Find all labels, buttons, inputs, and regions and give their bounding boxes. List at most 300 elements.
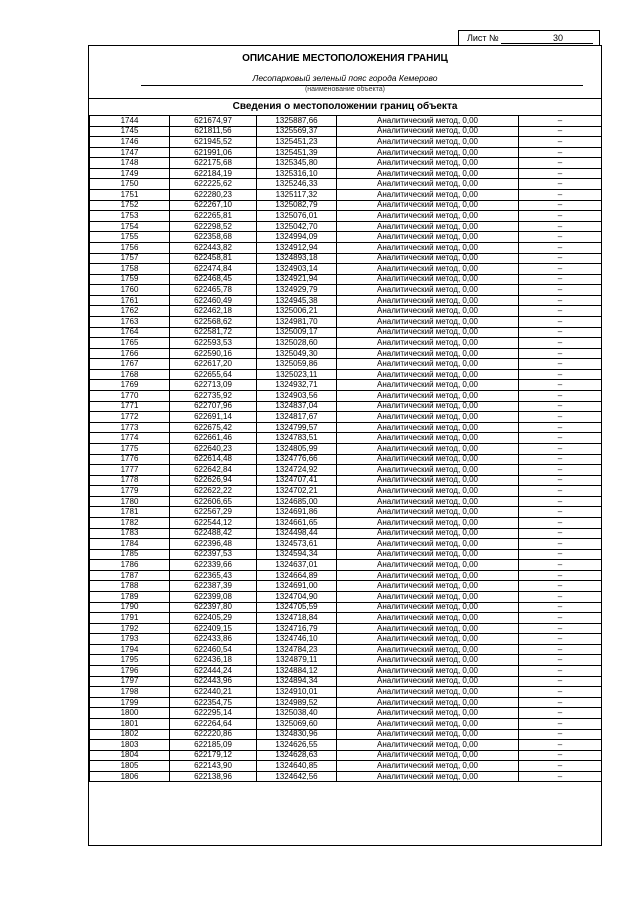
method-cell: Аналитический метод, 0,00 [337,761,519,772]
table-row [90,306,602,317]
method-cell: Аналитический метод, 0,00 [337,433,519,444]
description-cell: – [519,613,602,624]
object-name: Лесопарковый зеленый пояс города Кемерово [252,73,438,83]
coord-y-cell: 1324776,66 [257,454,337,465]
coord-y-cell: 1324837,04 [257,401,337,412]
description-cell: – [519,211,602,222]
description-cell: – [519,761,602,772]
point-number-cell: 1794 [90,644,170,655]
coord-x-cell: 622735,92 [170,391,257,402]
point-number-cell: 1771 [90,401,170,412]
description-cell: – [519,465,602,476]
coord-x-cell: 622593,53 [170,338,257,349]
point-number-cell: 1756 [90,242,170,253]
method-cell: Аналитический метод, 0,00 [337,147,519,158]
coord-x-cell: 622399,08 [170,592,257,603]
table-row [90,168,602,179]
table-row [90,549,602,560]
coord-y-cell: 1324981,70 [257,316,337,327]
sheet-number: 30 [501,33,593,44]
header-divider [89,98,601,99]
point-number-cell: 1764 [90,327,170,338]
description-cell: – [519,676,602,687]
point-number-cell: 1761 [90,295,170,306]
method-cell: Аналитический метод, 0,00 [337,242,519,253]
point-number-cell: 1770 [90,391,170,402]
coord-y-cell: 1324929,79 [257,285,337,296]
coord-x-cell: 622440,21 [170,687,257,698]
point-number-cell: 1802 [90,729,170,740]
table-row [90,200,602,211]
coord-y-cell: 1325117,32 [257,190,337,201]
coord-y-cell: 1324893,18 [257,253,337,264]
description-cell: – [519,687,602,698]
coord-y-cell: 1324705,59 [257,602,337,613]
description-cell: – [519,486,602,497]
description-cell: – [519,242,602,253]
description-cell: – [519,285,602,296]
coord-x-cell: 622568,62 [170,316,257,327]
method-cell: Аналитический метод, 0,00 [337,560,519,571]
table-row [90,729,602,740]
table-row [90,592,602,603]
point-number-cell: 1773 [90,422,170,433]
point-number-cell: 1805 [90,761,170,772]
method-cell: Аналитический метод, 0,00 [337,158,519,169]
coord-y-cell: 1324498,44 [257,528,337,539]
section-title: Сведения о местоположении границ объекта [232,101,458,112]
point-number-cell: 1793 [90,634,170,645]
method-cell: Аналитический метод, 0,00 [337,613,519,624]
point-number-cell: 1782 [90,517,170,528]
point-number-cell: 1744 [90,116,170,127]
table-row [90,465,602,476]
coord-y-cell: 1324724,92 [257,465,337,476]
coord-y-cell: 1325009,17 [257,327,337,338]
coord-y-cell: 1324817,67 [257,412,337,423]
coord-y-cell: 1324637,01 [257,560,337,571]
coord-y-cell: 1324573,61 [257,539,337,550]
table-row [90,454,602,465]
table-row [90,602,602,613]
method-cell: Аналитический метод, 0,00 [337,517,519,528]
method-cell: Аналитический метод, 0,00 [337,581,519,592]
description-cell: – [519,771,602,782]
point-number-cell: 1795 [90,655,170,666]
description-cell: – [519,623,602,634]
description-cell: – [519,380,602,391]
table-row [90,253,602,264]
point-number-cell: 1786 [90,560,170,571]
coord-x-cell: 622617,20 [170,359,257,370]
point-number-cell: 1769 [90,380,170,391]
table-row [90,666,602,677]
description-cell: – [519,369,602,380]
method-cell: Аналитический метод, 0,00 [337,549,519,560]
table-row [90,570,602,581]
coord-y-cell: 1324945,38 [257,295,337,306]
description-cell: – [519,295,602,306]
description-cell: – [519,306,602,317]
method-cell: Аналитический метод, 0,00 [337,750,519,761]
method-cell: Аналитический метод, 0,00 [337,570,519,581]
table-row [90,655,602,666]
method-cell: Аналитический метод, 0,00 [337,740,519,751]
table-row [90,581,602,592]
coord-y-cell: 1324994,09 [257,232,337,243]
description-cell: – [519,338,602,349]
coord-y-cell: 1324879,11 [257,655,337,666]
coord-x-cell: 622220,86 [170,729,257,740]
coord-x-cell: 622713,09 [170,380,257,391]
method-cell: Аналитический метод, 0,00 [337,369,519,380]
coord-x-cell: 622267,10 [170,200,257,211]
method-cell: Аналитический метод, 0,00 [337,697,519,708]
point-number-cell: 1766 [90,348,170,359]
description-cell: – [519,740,602,751]
table-row [90,179,602,190]
coord-y-cell: 1325887,66 [257,116,337,127]
method-cell: Аналитический метод, 0,00 [337,507,519,518]
coord-y-cell: 1324784,23 [257,644,337,655]
coord-x-cell: 622433,86 [170,634,257,645]
point-number-cell: 1774 [90,433,170,444]
coord-x-cell: 622185,09 [170,740,257,751]
point-number-cell: 1804 [90,750,170,761]
description-cell: – [519,644,602,655]
table-row [90,623,602,634]
point-number-cell: 1750 [90,179,170,190]
method-cell: Аналитический метод, 0,00 [337,401,519,412]
sheet-number-box [458,30,600,45]
table-row [90,264,602,275]
method-cell: Аналитический метод, 0,00 [337,655,519,666]
point-number-cell: 1803 [90,740,170,751]
table-row [90,137,602,148]
coord-x-cell: 622225,62 [170,179,257,190]
coord-x-cell: 622397,80 [170,602,257,613]
coord-y-cell: 1324903,56 [257,391,337,402]
coord-x-cell: 622436,18 [170,655,257,666]
coord-x-cell: 622184,19 [170,168,257,179]
coord-x-cell: 622567,29 [170,507,257,518]
description-cell: – [519,232,602,243]
coord-y-cell: 1324702,21 [257,486,337,497]
coord-x-cell: 622544,12 [170,517,257,528]
coord-x-cell: 622298,52 [170,221,257,232]
point-number-cell: 1762 [90,306,170,317]
method-cell: Аналитический метод, 0,00 [337,179,519,190]
point-number-cell: 1765 [90,338,170,349]
method-cell: Аналитический метод, 0,00 [337,729,519,740]
coord-x-cell: 622581,72 [170,327,257,338]
coord-y-cell: 1324716,79 [257,623,337,634]
table-row [90,401,602,412]
table-row [90,718,602,729]
coord-x-cell: 622642,84 [170,465,257,476]
coord-y-cell: 1324685,00 [257,496,337,507]
coord-x-cell: 622626,94 [170,475,257,486]
description-cell: – [519,359,602,370]
coord-y-cell: 1324932,71 [257,380,337,391]
description-cell: – [519,147,602,158]
point-number-cell: 1768 [90,369,170,380]
table-row [90,126,602,137]
method-cell: Аналитический метод, 0,00 [337,221,519,232]
point-number-cell: 1751 [90,190,170,201]
description-cell: – [519,655,602,666]
coord-y-cell: 1325076,01 [257,211,337,222]
sheet-label: Лист № [467,33,499,43]
point-number-cell: 1758 [90,264,170,275]
description-cell: – [519,592,602,603]
coord-x-cell: 622265,81 [170,211,257,222]
description-cell: – [519,253,602,264]
method-cell: Аналитический метод, 0,00 [337,338,519,349]
table-row [90,190,602,201]
coordinates-table-wrap [89,115,601,782]
table-row [90,232,602,243]
table-row [90,539,602,550]
table-row [90,221,602,232]
coord-x-cell: 621991,06 [170,147,257,158]
description-cell: – [519,634,602,645]
description-cell: – [519,348,602,359]
coord-x-cell: 622606,65 [170,496,257,507]
point-number-cell: 1787 [90,570,170,581]
table-row [90,761,602,772]
table-row [90,507,602,518]
coord-y-cell: 1324805,99 [257,443,337,454]
method-cell: Аналитический метод, 0,00 [337,168,519,179]
description-cell: – [519,116,602,127]
method-cell: Аналитический метод, 0,00 [337,253,519,264]
description-cell: – [519,496,602,507]
coord-x-cell: 622691,14 [170,412,257,423]
coord-y-cell: 1325006,21 [257,306,337,317]
object-name-caption: (наименование объекта) [304,86,386,93]
coord-y-cell: 1325042,70 [257,221,337,232]
description-cell: – [519,454,602,465]
coord-y-cell: 1325451,23 [257,137,337,148]
method-cell: Аналитический метод, 0,00 [337,274,519,285]
table-row [90,708,602,719]
description-cell: – [519,274,602,285]
coord-x-cell: 622295,14 [170,708,257,719]
coord-y-cell: 1324594,34 [257,549,337,560]
description-cell: – [519,264,602,275]
description-cell: – [519,401,602,412]
coord-y-cell: 1325451,39 [257,147,337,158]
coord-x-cell: 622458,81 [170,253,257,264]
description-cell: – [519,517,602,528]
table-row [90,443,602,454]
method-cell: Аналитический метод, 0,00 [337,718,519,729]
description-cell: – [519,137,602,148]
point-number-cell: 1763 [90,316,170,327]
method-cell: Аналитический метод, 0,00 [337,443,519,454]
method-cell: Аналитический метод, 0,00 [337,359,519,370]
point-number-cell: 1745 [90,126,170,137]
coord-y-cell: 1325069,60 [257,718,337,729]
method-cell: Аналитический метод, 0,00 [337,475,519,486]
table-row [90,242,602,253]
point-number-cell: 1760 [90,285,170,296]
document-frame [88,45,602,846]
point-number-cell: 1790 [90,602,170,613]
table-row [90,528,602,539]
coord-x-cell: 622488,42 [170,528,257,539]
table-row [90,687,602,698]
table-row [90,274,602,285]
description-cell: – [519,443,602,454]
coord-x-cell: 622462,18 [170,306,257,317]
coord-x-cell: 621811,56 [170,126,257,137]
coord-y-cell: 1324830,96 [257,729,337,740]
method-cell: Аналитический метод, 0,00 [337,306,519,317]
table-row [90,316,602,327]
coord-y-cell: 1325569,37 [257,126,337,137]
description-cell: – [519,316,602,327]
coord-x-cell: 622175,68 [170,158,257,169]
point-number-cell: 1789 [90,592,170,603]
coord-y-cell: 1324626,55 [257,740,337,751]
point-number-cell: 1800 [90,708,170,719]
coord-y-cell: 1324921,94 [257,274,337,285]
description-cell: – [519,221,602,232]
method-cell: Аналитический метод, 0,00 [337,539,519,550]
method-cell: Аналитический метод, 0,00 [337,200,519,211]
method-cell: Аналитический метод, 0,00 [337,634,519,645]
coord-x-cell: 622264,64 [170,718,257,729]
coord-x-cell: 622405,29 [170,613,257,624]
description-cell: – [519,602,602,613]
description-cell: – [519,539,602,550]
table-row [90,486,602,497]
coord-x-cell: 622354,75 [170,697,257,708]
coord-y-cell: 1324691,00 [257,581,337,592]
coord-y-cell: 1324664,89 [257,570,337,581]
method-cell: Аналитический метод, 0,00 [337,264,519,275]
method-cell: Аналитический метод, 0,00 [337,295,519,306]
description-cell: – [519,391,602,402]
description-cell: – [519,412,602,423]
description-cell: – [519,168,602,179]
point-number-cell: 1752 [90,200,170,211]
coord-y-cell: 1324799,57 [257,422,337,433]
table-row [90,327,602,338]
table-row [90,391,602,402]
coord-x-cell: 622468,45 [170,274,257,285]
coord-y-cell: 1324903,14 [257,264,337,275]
coord-x-cell: 622460,54 [170,644,257,655]
table-row [90,496,602,507]
description-cell: – [519,433,602,444]
description-cell: – [519,327,602,338]
point-number-cell: 1785 [90,549,170,560]
coord-x-cell: 622358,68 [170,232,257,243]
point-number-cell: 1806 [90,771,170,782]
table-row [90,147,602,158]
point-number-cell: 1767 [90,359,170,370]
point-number-cell: 1781 [90,507,170,518]
method-cell: Аналитический метод, 0,00 [337,116,519,127]
coord-y-cell: 1324704,90 [257,592,337,603]
table-row [90,338,602,349]
method-cell: Аналитический метод, 0,00 [337,380,519,391]
point-number-cell: 1755 [90,232,170,243]
method-cell: Аналитический метод, 0,00 [337,592,519,603]
description-cell: – [519,158,602,169]
coord-x-cell: 622443,82 [170,242,257,253]
table-row [90,158,602,169]
description-cell: – [519,422,602,433]
method-cell: Аналитический метод, 0,00 [337,708,519,719]
table-row [90,740,602,751]
coord-y-cell: 1324707,41 [257,475,337,486]
point-number-cell: 1759 [90,274,170,285]
method-cell: Аналитический метод, 0,00 [337,348,519,359]
table-row [90,750,602,761]
coord-y-cell: 1324746,10 [257,634,337,645]
method-cell: Аналитический метод, 0,00 [337,465,519,476]
point-number-cell: 1772 [90,412,170,423]
point-number-cell: 1749 [90,168,170,179]
point-number-cell: 1780 [90,496,170,507]
point-number-cell: 1779 [90,486,170,497]
coord-x-cell: 622179,12 [170,750,257,761]
description-cell: – [519,729,602,740]
description-cell: – [519,697,602,708]
coord-x-cell: 621674,97 [170,116,257,127]
table-row [90,211,602,222]
point-number-cell: 1788 [90,581,170,592]
description-cell: – [519,666,602,677]
table-row [90,285,602,296]
coord-y-cell: 1325059,86 [257,359,337,370]
coord-y-cell: 1325023,11 [257,369,337,380]
coord-y-cell: 1324642,56 [257,771,337,782]
table-row [90,613,602,624]
coord-x-cell: 622339,66 [170,560,257,571]
method-cell: Аналитический метод, 0,00 [337,687,519,698]
description-cell: – [519,570,602,581]
method-cell: Аналитический метод, 0,00 [337,644,519,655]
coord-y-cell: 1324628,63 [257,750,337,761]
coord-x-cell: 622661,46 [170,433,257,444]
point-number-cell: 1777 [90,465,170,476]
coord-x-cell: 622460,49 [170,295,257,306]
table-row [90,369,602,380]
table-row [90,771,602,782]
table-row [90,517,602,528]
point-number-cell: 1776 [90,454,170,465]
point-number-cell: 1757 [90,253,170,264]
coord-x-cell: 622675,42 [170,422,257,433]
coord-x-cell: 622444,24 [170,666,257,677]
coord-y-cell: 1325082,79 [257,200,337,211]
point-number-cell: 1753 [90,211,170,222]
coord-y-cell: 1325316,10 [257,168,337,179]
coord-x-cell: 622280,23 [170,190,257,201]
table-row [90,475,602,486]
method-cell: Аналитический метод, 0,00 [337,486,519,497]
method-cell: Аналитический метод, 0,00 [337,422,519,433]
coord-x-cell: 622443,96 [170,676,257,687]
description-cell: – [519,708,602,719]
coord-y-cell: 1324884,12 [257,666,337,677]
method-cell: Аналитический метод, 0,00 [337,211,519,222]
